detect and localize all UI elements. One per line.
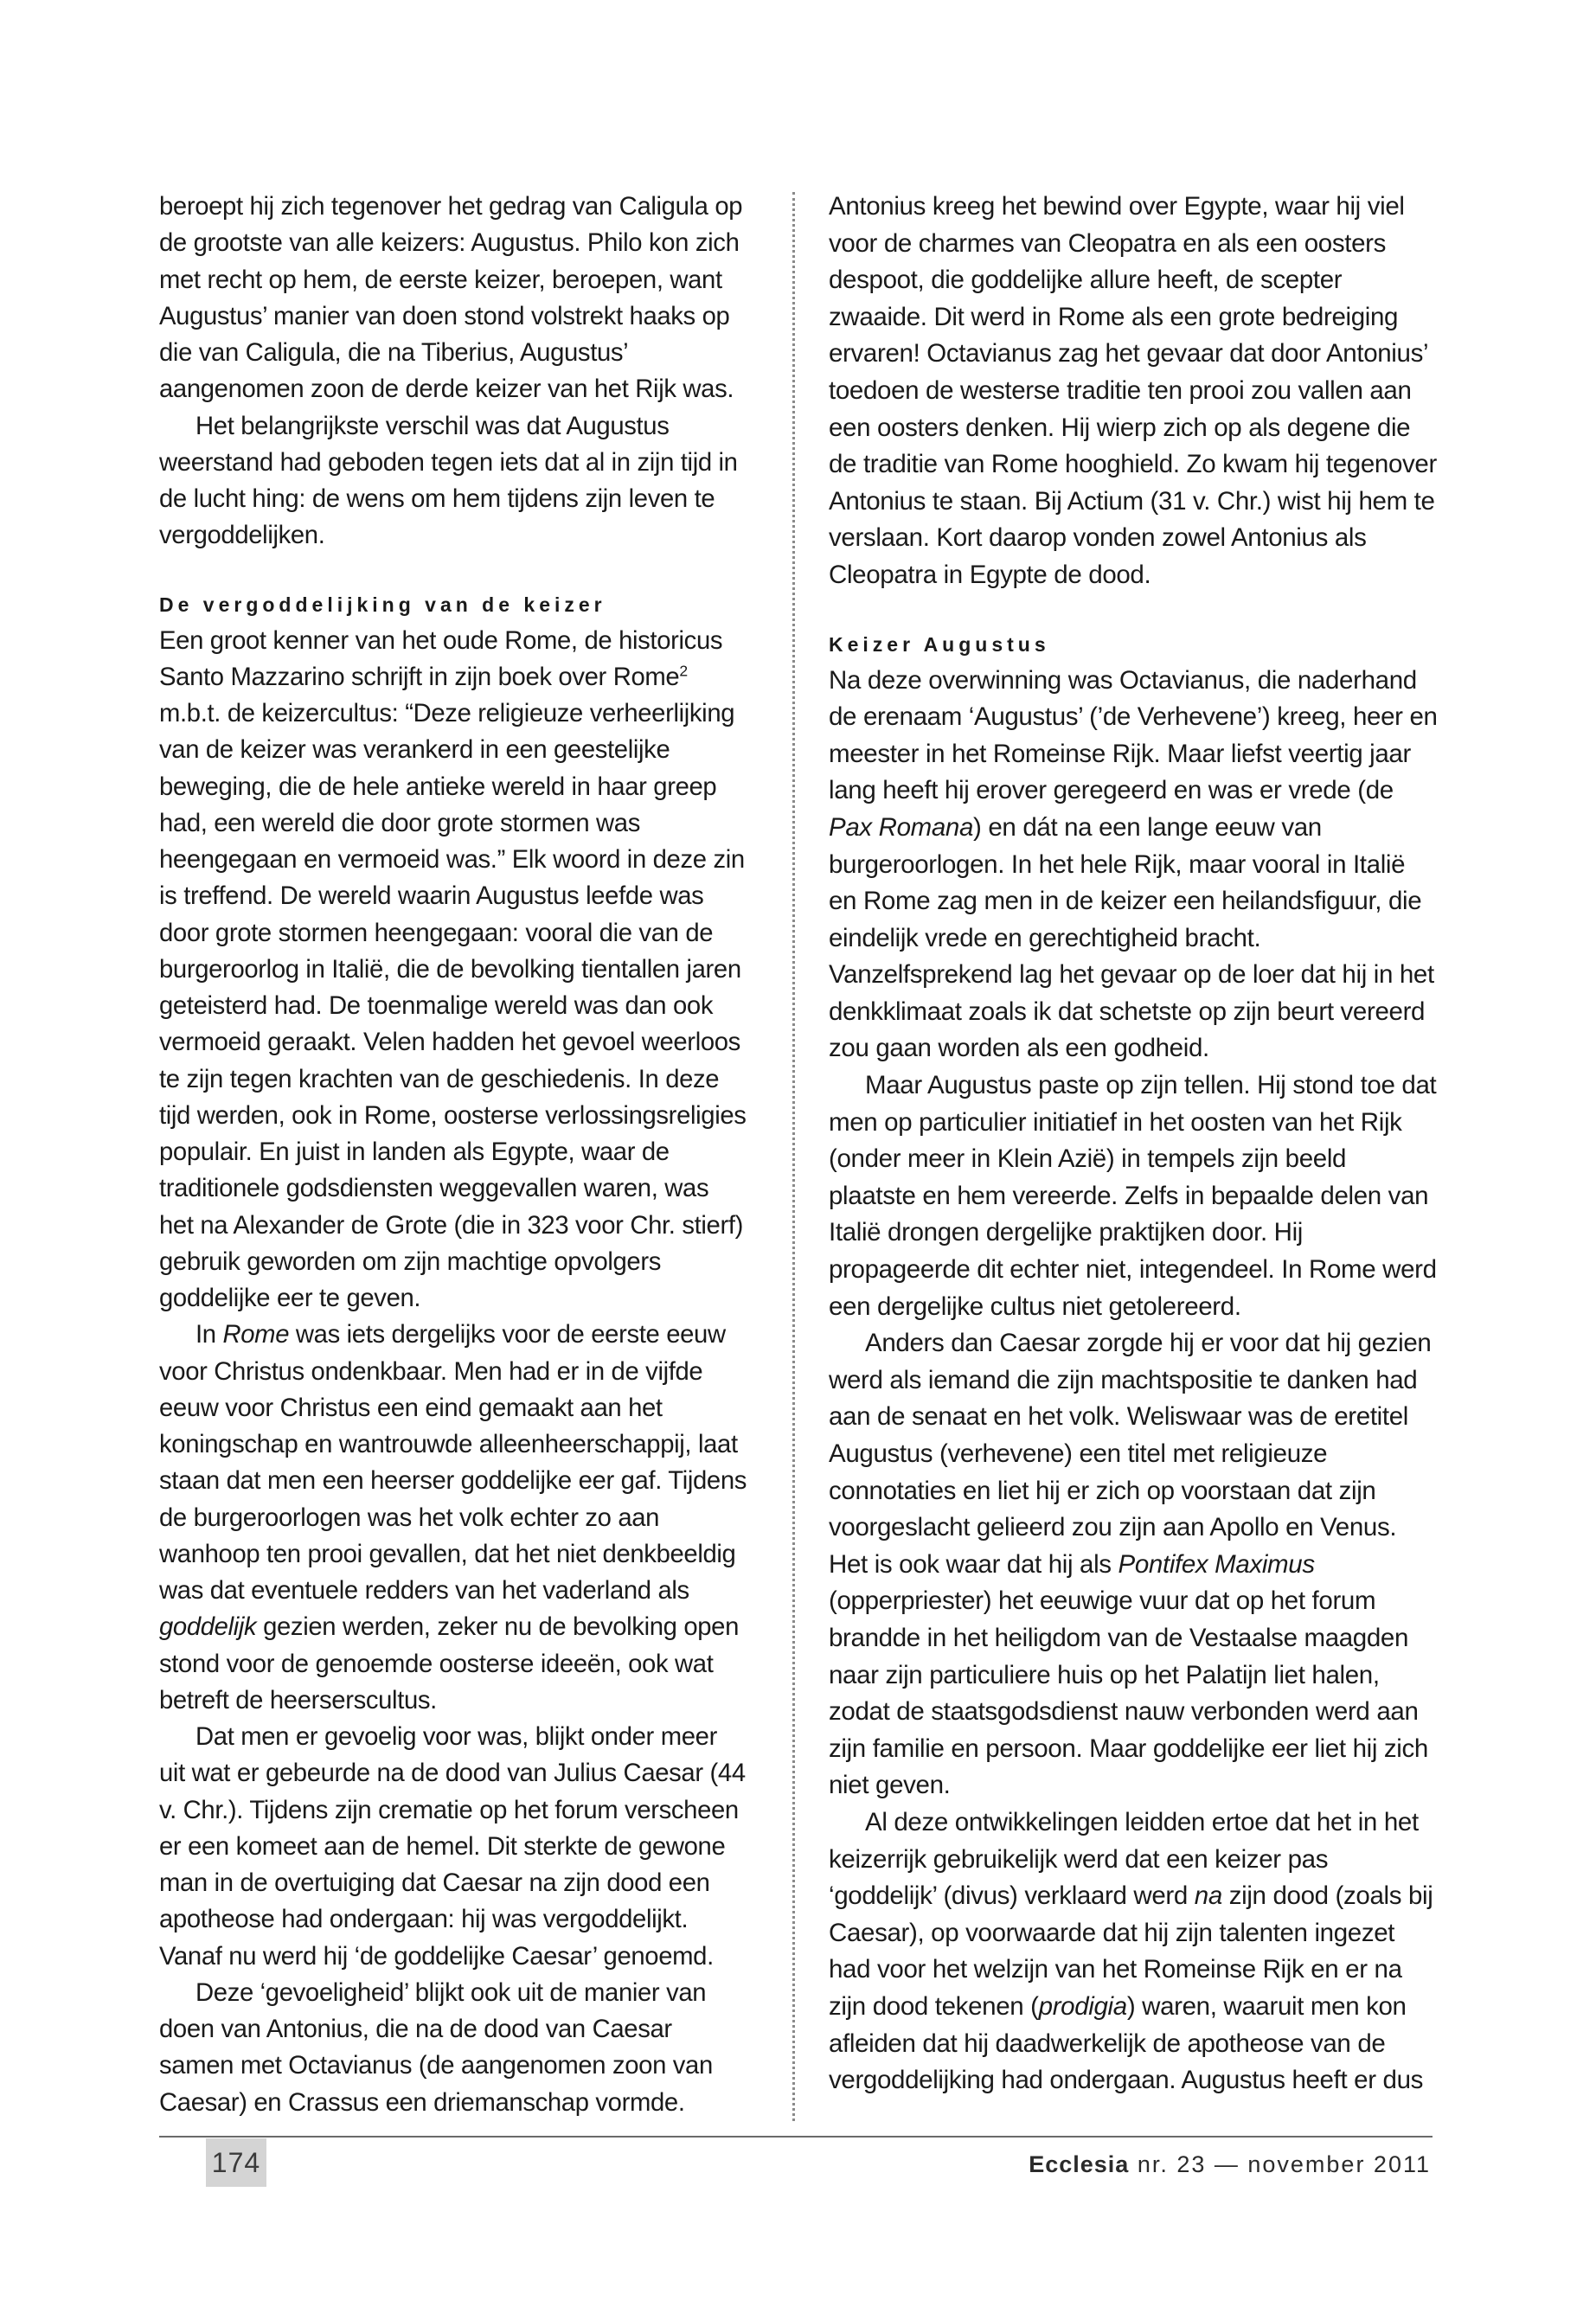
text-run: Anders dan Caesar zorgde hij er voor dat hij gezien werd als iemand die zijn machtspositie te danken had aan de senaat en het volk. Weliswaar was de eretitel Augustus (verhevene) een titel met religieuze connotaties en liet hij er zich op voorstaan dat zijn voorgeslacht gelieerd zou zijn aan Apollo en Venus. Het is ook waar dat hij als [829,1329,1432,1579]
emphasis: goddelijk [159,1613,257,1642]
text-run: ) waren, waaruit men kon afleiden dat hij daadwerkelijk de apotheose van de vergoddelijking had ondergaan. Augustus heeft er dus [829,1991,1424,2095]
text-run: zijn dood (zoals bij Caesar), op voorwaarde dat hij zijn talenten ingezet had voor het welzijn van het Romeinse Rijk en er na zijn dood tekenen ( [829,1881,1433,2021]
paragraph: Deze ‘gevoeligheid’ blijkt ook uit de manier van doen van Antonius, die na de dood van Caesar samen met Octavianus (de aangenomen zoon van Caesar) en Crassus een driemanschap vormde. [159,1978,713,2117]
right-column [829,189,1439,2099]
section-heading: Keizer Augustus [829,632,1050,656]
column-separator [792,192,795,2121]
emphasis: Pax Romana [829,812,974,842]
text-run: Een groot kenner van het oude Rome, de historicus Santo Mazzarino schrijft in zijn boek over Rome [159,626,723,691]
left-column [159,189,747,2121]
paragraph: Het belangrijkste verschil was dat Augustus weerstand had geboden tegen iets dat al in zijn tijd in de lucht hing: de wens om hem tijdens zijn leven te vergoddelijken. [159,412,738,550]
page-number: 174 [206,2138,266,2187]
text-run: In [195,1321,223,1349]
paragraph [829,1325,1439,1804]
paragraph [159,1317,747,1719]
paragraph: Dat men er gevoelig voor was, blijkt onder meer uit wat er gebeurde na de dood van Julius Caesar (44 v. Chr.). Tijdens zijn crematie op het forum verscheen er een komeet aan de hemel. Dit sterkte de gewone man in de overtuiging dat Caesar na zijn dood een apotheose had ondergaan: hij was vergoddelijkt. Vanaf nu werd hij ‘de goddelijke Caesar’ genoemd. [159,1723,746,1971]
text-run: was iets dergelijks voor de eerste eeuw voor Christus ondenkbaar. Men had er in de vijfde eeuw voor Christus een eind gemaakt aan het koningschap en wantrouwde alleenheerschappij, laat staan dat men een heerser goddelijke eer gaf. Tijdens de burgeroorlogen was het volk echter zo aan wanhoop ten prooi gevallen, dat het niet denkbeeldig was dat eventuele redders van het vaderland als [159,1321,747,1605]
text-run: Al deze ontwikkelingen leidden ertoe dat het in het keizerrijk gebruikelijk werd dat een keizer pas ‘goddelijk’ (divus) verklaard werd [829,1807,1419,1911]
paragraph: beroept hij zich tegenover het gedrag van Caligula op de grootste van alle keizers: Augustus. Philo kon zich met recht op hem, de eerste keizer, beroepen, want Augustus’ manier van doen stond volstrekt haaks op die van Caligula, die na Tiberius, Augustus’ aangenomen zoon de derde keizer van het Rijk was. [159,193,743,404]
journal-info [1029,2147,1431,2182]
text-run: gezien werden, zeker nu de bevolking open stond voor de genoemde oosterse ideeën, ook wat betreft de heerserscultus. [159,1613,740,1715]
footnote-reference: 2 [679,662,688,679]
text-run: ) en dát na een lange eeuw van burgeroorlogen. In het hele Rijk, maar vooral in Italië en Rome zag men in de keizer een heilandsfiguur, die eindelijk vrede en gerechtigheid bracht. Vanzelfsprekend lag het gevaar op de loer dat hij in het denkklimaat zoals ik dat schetste op zijn beurt vereerd zou gaan worden als een godheid. [829,812,1434,1063]
footer-rule [159,2136,1433,2138]
text-run: m.b.t. de keizercultus: “Deze religieuze verheerlijking van de keizer was verankerd in een geestelijke beweging, die de hele antieke wereld in haar greep had, een wereld die door grote stormen was heengegaan en vermoeid was.” Elk woord in deze zin is treffend. De wereld waarin Augustus leefde was door grote stormen heengegaan: vooral die van de burgeroorlog in Italië, die de bevolking tientallen jaren geteisterd had. De toenmalige wereld was dan ook vermoeid geraakt. Velen hadden het gevoel weerloos te zijn tegen krachten van de geschiedenis. In deze tijd werden, ook in Rome, oosterse verlossingsreligies populair. En juist in landen als Egypte, waar de traditionele godsdiensten weggevallen waren, was het na Alexander de Grote (die in 323 voor Chr. stierf) gebruik geworden om zijn machtige opvolgers goddelijke eer te geven. [159,700,747,1312]
emphasis: prodigia [1038,1991,1127,2021]
paragraph [829,663,1439,1068]
journal-name: Ecclesia [1029,2151,1130,2177]
text-run: Na deze overwinning was Octavianus, die naderhand de erenaam ‘Augustus’ (’de Verhevene’) kreeg, heer en meester in het Romeinse Rijk. Maar liefst veertig jaar lang heeft hij erover geregeerd en was er vrede (de [829,665,1438,805]
emphasis: Pontifex Maximus [1118,1549,1315,1579]
section-heading: De vergoddelijking van de keizer [159,593,606,616]
paragraph [829,1804,1439,2099]
paragraph [159,623,747,1317]
text-run: (opperpriester) het eeuwige vuur dat op het forum brandde in het heiligdom van de Vestaalse maagden naar zijn particuliere huis op het Palatijn liet halen, zodat de staatsgodsdienst nauw verbonden werd aan zijn familie en persoon. Maar goddelijke eer liet hij zich niet geven. [829,1586,1428,1800]
issue-info: nr. 23 — november 2011 [1129,2151,1431,2177]
paragraph: Maar Augustus paste op zijn tellen. Hij stond toe dat men op particulier initiatief in het oosten van het Rijk (onder meer in Klein Azië) in tempels zijn beeld plaatste en hem vereerde. Zelfs in bepaalde delen van Italië drongen dergelijke praktijken door. Hij propageerde dit echter niet, integendeel. In Rome werd een dergelijke cultus niet getolereerd. [829,1071,1437,1321]
emphasis: na [1194,1881,1222,1911]
emphasis: Rome [222,1321,290,1349]
paragraph: Antonius kreeg het bewind over Egypte, waar hij viel voor de charmes van Cleopatra en als een oosters despoot, die goddelijke allure heeft, de scepter zwaaide. Dit werd in Rome als een grote bedreiging ervaren! Octavianus zag het gevaar dat door Antonius’ toedoen de westerse traditie ten prooi zou vallen aan een oosters denken. Hij wierp zich op als degene die de traditie van Rome hooghield. Zo kwam hij tegenover Antonius te staan. Bij Actium (31 v. Chr.) wist hij hem te verslaan. Kort daarop vonden zowel Antonius als Cleopatra in Egypte de dood. [829,192,1437,589]
